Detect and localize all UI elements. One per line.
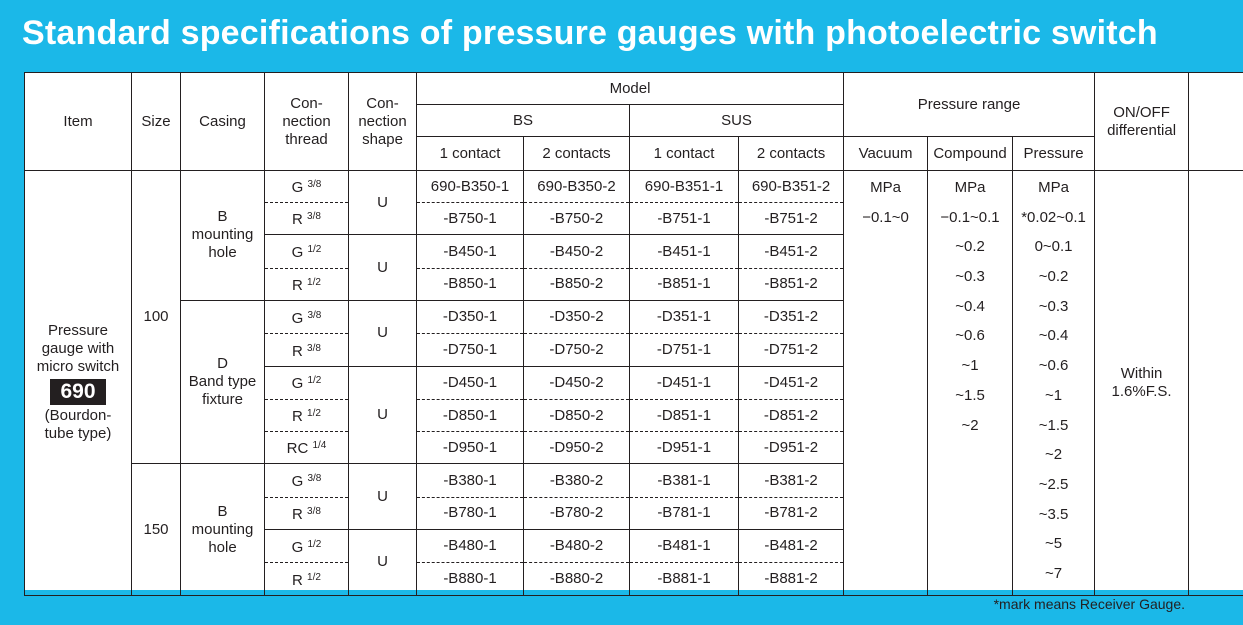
model-sus1: 690-B351-1 [630,171,739,203]
model-bs1: -B780-1 [417,497,524,529]
thread-size: 3/8 [307,179,322,191]
compound-range-column [928,171,1013,596]
model-bs2: -B780-2 [524,497,630,529]
shape-cell: U [349,171,417,235]
thread-type: RC [286,440,309,458]
shape-cell: U [349,300,417,366]
header-pressure: Pressure [1013,137,1095,171]
header-blank [1189,73,1243,171]
thread-cell [265,268,349,300]
model-sus2: -D351-2 [739,300,844,333]
compound-value: MPa [954,179,986,196]
model-bs2: -B880-2 [524,563,630,595]
page-title: Standard specifications of pressure gauges with photoelectric switch [22,14,1158,52]
thread-size: 1/2 [307,375,322,387]
casing-b-mounting: B mounting hole [181,464,265,595]
thread-type: G [291,309,304,327]
thread-type: G [291,179,304,197]
pressure-value: ~2.5 [1038,475,1069,493]
thread-size: 1/2 [307,538,322,550]
model-sus1: -D951-1 [630,432,739,464]
model-bs1: -D750-1 [417,334,524,366]
model-sus2: -B381-2 [739,464,844,497]
vacuum-range-column [844,171,928,596]
model-sus1: -B781-1 [630,497,739,529]
thread-cell [265,366,349,399]
header-bs: BS [417,105,630,137]
model-sus1: -B381-1 [630,464,739,497]
thread-size: 3/8 [307,342,321,354]
model-sus2: -D851-2 [739,400,844,432]
model-bs1: -D350-1 [417,300,524,333]
model-bs2: -B850-2 [524,268,630,300]
item-line-3: micro switch [36,358,120,376]
model-sus2: -D451-2 [739,366,844,399]
header-sus-2-contacts: 2 contacts [739,137,844,171]
thread-size: 1/2 [307,244,322,256]
model-sus2: -B881-2 [739,563,844,595]
pressure-value: ~0.2 [1038,268,1069,286]
model-sus2: 690-B351-2 [739,171,844,203]
footnote: *mark means Receiver Gauge. [993,596,1185,612]
shape-cell: U [349,366,417,464]
header-item: Item [25,73,132,171]
model-sus1: -D751-1 [630,334,739,366]
model-bs2: -D350-2 [524,300,630,333]
thread-type: R [292,211,303,229]
thread-cell [265,464,349,497]
thread-type: G [291,244,304,262]
header-size: Size [132,73,181,171]
model-sus2: -B751-2 [739,203,844,235]
model-bs1: -D850-1 [417,400,524,432]
header-model: Model [417,73,844,105]
model-sus2: -B851-2 [739,268,844,300]
model-sus1: -B751-1 [630,203,739,235]
item-line-1: Pressure [47,322,109,340]
thread-size: 3/8 [307,473,322,485]
compound-value: ~0.2 [955,238,985,256]
model-bs1: -D950-1 [417,432,524,464]
header-onoff-differential: ON/OFF differential [1095,73,1189,171]
thread-cell [265,563,349,595]
thread-size: 1/4 [312,440,327,452]
pressure-value: MPa [1038,179,1069,196]
thread-cell [265,530,349,563]
onoff-differential-value: Within 1.6%F.S. [1095,171,1189,596]
header-pressure-range: Pressure range [844,73,1095,137]
model-sus2: -B451-2 [739,235,844,268]
size-150: 150 [132,464,181,595]
thread-size: 3/8 [307,505,321,517]
table-header [25,73,1243,171]
model-bs2: -D450-2 [524,366,630,399]
compound-value: −0.1~0.1 [940,208,1000,226]
shape-cell: U [349,464,417,530]
shape-cell: U [349,530,417,596]
compound-value: ~0.4 [955,297,985,315]
thread-type: R [292,276,303,294]
model-sus1: -B851-1 [630,268,739,300]
thread-size: 1/2 [307,408,321,420]
size-100: 100 [132,171,181,464]
model-sus1: -B481-1 [630,530,739,563]
table-row [25,171,1243,203]
thread-size: 1/2 [307,276,321,288]
pressure-value: ~0.4 [1038,327,1069,345]
item-line-2: gauge with [41,340,115,358]
model-sus2: -D751-2 [739,334,844,366]
thread-cell [265,334,349,366]
thread-cell [265,432,349,464]
thread-type: R [292,571,303,589]
model-badge: 690 [50,379,105,405]
item-line-4: (Bourdon- [44,407,112,425]
casing-b-mounting: B mounting hole [181,171,265,301]
compound-value: ~0.6 [955,327,985,345]
compound-value: ~1 [961,357,979,375]
model-sus1: -D851-1 [630,400,739,432]
model-bs2: 690-B350-2 [524,171,630,203]
model-bs1: -B880-1 [417,563,524,595]
model-sus2: -B781-2 [739,497,844,529]
thread-cell [265,203,349,235]
header-compound: Compound [928,137,1013,171]
thread-cell [265,235,349,268]
pressure-value: ~0.3 [1038,297,1069,315]
header-connection-thread: Con- nection thread [265,73,349,171]
pressure-value: ~0.6 [1038,357,1069,375]
compound-value: ~1.5 [955,386,985,404]
model-bs1: -B480-1 [417,530,524,563]
vacuum-value: −0.1~0 [862,208,909,226]
vacuum-value: MPa [870,179,901,196]
pressure-value: ~3.5 [1038,505,1069,523]
thread-type: G [291,473,304,491]
model-bs1: -B750-1 [417,203,524,235]
spec-table [24,72,1243,596]
pressure-value: ~5 [1045,535,1063,553]
model-bs1: 690-B350-1 [417,171,524,203]
header-bs-2-contacts: 2 contacts [524,137,630,171]
model-bs1: -B850-1 [417,268,524,300]
blank-column [1189,171,1243,596]
compound-value: ~0.3 [955,268,985,286]
model-bs2: -B450-2 [524,235,630,268]
shape-cell: U [349,235,417,301]
compound-value: ~2 [961,416,979,434]
header-sus: SUS [630,105,844,137]
thread-size: 3/8 [307,309,322,321]
header-casing: Casing [181,73,265,171]
thread-cell [265,171,349,203]
casing-d-band: D Band type fixture [181,300,265,463]
pressure-value: ~1 [1045,386,1063,404]
header-vacuum: Vacuum [844,137,928,171]
model-sus1: -D451-1 [630,366,739,399]
model-bs2: -D850-2 [524,400,630,432]
model-sus1: -B451-1 [630,235,739,268]
pressure-value: 0~0.1 [1034,238,1073,256]
thread-type: R [292,342,303,360]
model-sus1: -D351-1 [630,300,739,333]
model-bs2: -B380-2 [524,464,630,497]
pressure-range-column [1013,171,1095,596]
item-line-5: tube type) [44,425,112,443]
thread-type: R [292,505,303,523]
pressure-value: *0.02~0.1 [1021,208,1086,226]
pressure-value: ~2 [1045,446,1063,464]
model-bs1: -B380-1 [417,464,524,497]
thread-size: 3/8 [307,211,321,223]
thread-cell [265,497,349,529]
model-bs2: -B480-2 [524,530,630,563]
pressure-value: ~7 [1045,564,1063,582]
thread-type: G [291,375,304,393]
pressure-value: ~1.5 [1038,416,1069,434]
thread-type: R [292,408,303,426]
model-bs2: -B750-2 [524,203,630,235]
model-sus2: -D951-2 [739,432,844,464]
model-bs2: -D750-2 [524,334,630,366]
model-sus1: -B881-1 [630,563,739,595]
header-sus-1-contact: 1 contact [630,137,739,171]
table-body [25,171,1243,596]
model-bs2: -D950-2 [524,432,630,464]
thread-type: G [291,538,304,556]
model-sus2: -B481-2 [739,530,844,563]
model-bs1: -B450-1 [417,235,524,268]
thread-cell [265,300,349,333]
model-bs1: -D450-1 [417,366,524,399]
thread-size: 1/2 [307,571,321,583]
thread-cell [265,400,349,432]
item-cell [25,171,132,596]
header-connection-shape: Con- nection shape [349,73,417,171]
header-bs-1-contact: 1 contact [417,137,524,171]
